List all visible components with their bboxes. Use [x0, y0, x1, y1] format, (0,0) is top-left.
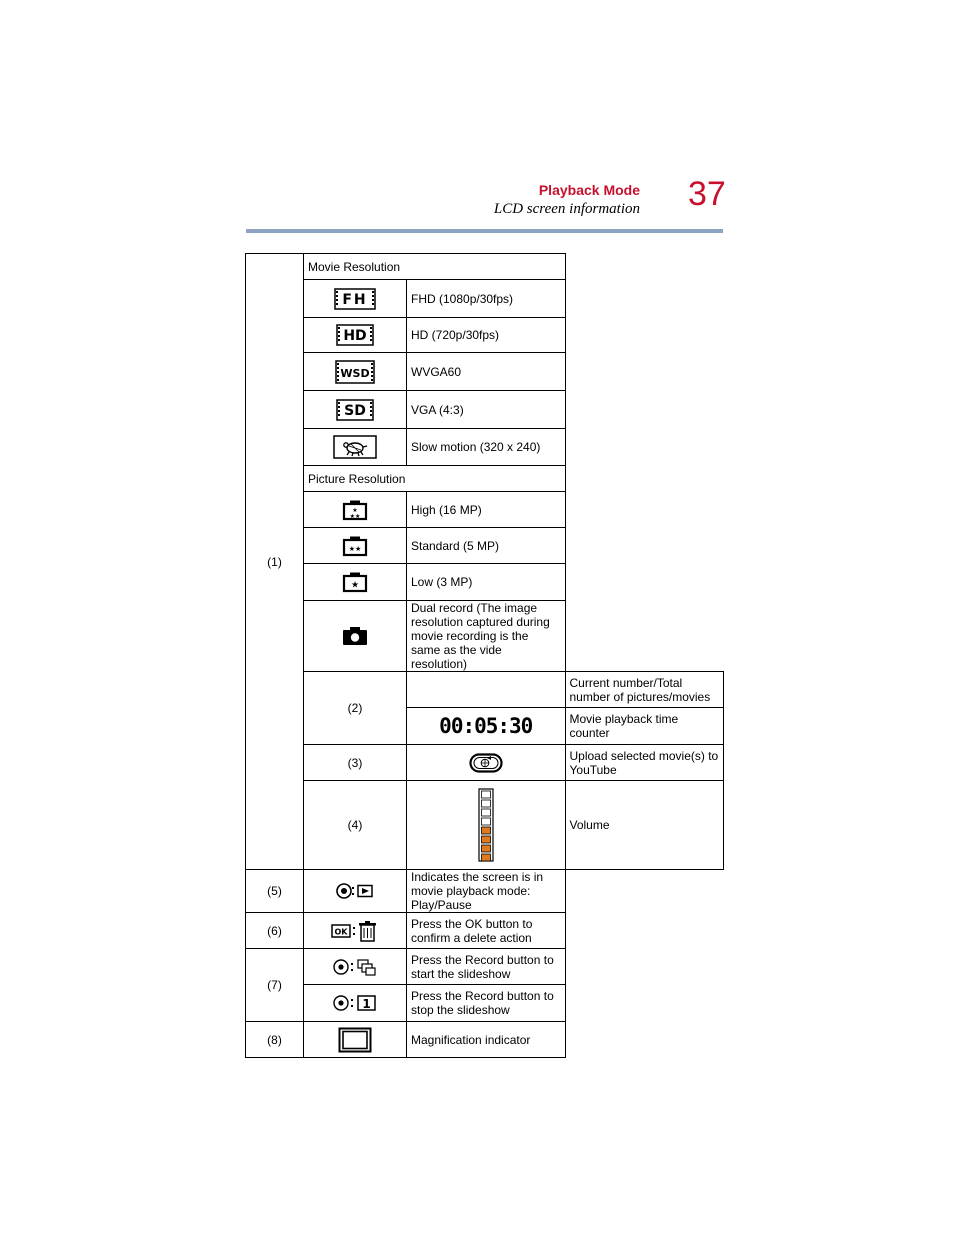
svg-text:★★: ★★ — [349, 512, 361, 520]
camera-three-star-icon — [304, 492, 407, 528]
table-row — [246, 254, 724, 280]
volume-segment — [481, 800, 490, 807]
picture-resolution-heading: Picture Resolution — [304, 466, 566, 492]
table-row — [246, 280, 724, 318]
row-number: (1) — [246, 254, 304, 870]
magnification-frame-icon — [304, 1022, 407, 1058]
subsection-title: LCD screen information — [493, 201, 640, 217]
row-number: (7) — [246, 949, 304, 1022]
empty-icon-cell — [407, 672, 566, 708]
volume-segment — [481, 791, 490, 798]
table-row — [246, 745, 724, 781]
row-number: (2) — [304, 672, 407, 745]
sd-icon — [304, 391, 407, 429]
volume-segment — [481, 845, 490, 852]
standard-resolution-description: Standard (5 MP) — [407, 528, 566, 564]
slow-motion-description: Slow motion (320 x 240) — [407, 429, 566, 466]
row-number: (3) — [304, 745, 407, 781]
record-slideshow-icon — [304, 949, 407, 985]
table-row — [246, 353, 724, 391]
table-row — [246, 429, 724, 466]
table-row — [246, 781, 724, 870]
table-row — [246, 528, 724, 564]
camera-icon — [304, 601, 407, 672]
record-play-icon — [304, 870, 407, 913]
slow-motion-turtle-icon — [304, 429, 407, 466]
current-number-description: Current number/Total number of pictures/movies — [565, 672, 724, 708]
volume-level-meter — [478, 788, 494, 862]
row-number: (8) — [246, 1022, 304, 1058]
page-number: 37 — [688, 175, 726, 213]
header-rule — [246, 229, 723, 233]
slideshow-number-text: 1 — [362, 997, 371, 1011]
camera-one-star-icon — [304, 564, 407, 601]
table-row — [246, 985, 724, 1022]
row-number: (6) — [246, 913, 304, 949]
svg-text:★: ★ — [350, 580, 360, 591]
hd-icon-text: HD — [343, 328, 367, 344]
hd-description: HD (720p/30fps) — [407, 318, 566, 353]
volume-segment — [481, 854, 490, 861]
youtube-upload-icon — [407, 745, 566, 781]
vga-description: VGA (4:3) — [407, 391, 566, 429]
sd-icon-text: SD — [344, 402, 366, 419]
start-slideshow-description: Press the Record button to start the slideshow — [407, 949, 566, 985]
svg-text:★: ★ — [352, 506, 358, 514]
lcd-info-table — [245, 253, 724, 1058]
wsd-icon-text: WSD — [340, 366, 370, 380]
table-row — [246, 318, 724, 353]
table-row — [246, 391, 724, 429]
upload-description: Upload selected movie(s) to YouTube — [565, 745, 724, 781]
row-number: (5) — [246, 870, 304, 913]
fhd-description: FHD (1080p/30fps) — [407, 280, 566, 318]
volume-bar-icon — [407, 781, 566, 870]
row-number: (4) — [304, 781, 407, 870]
camera-two-star-icon — [304, 528, 407, 564]
dual-record-description: Dual record (The image resolution captured during movie recording is the same as the vide resolution) — [407, 601, 566, 672]
table-row — [246, 1022, 724, 1058]
table-row — [246, 870, 724, 913]
table-row — [246, 466, 724, 492]
table-row — [246, 949, 724, 985]
time-counter-text: 00:05:30 — [439, 714, 533, 738]
movie-resolution-heading: Movie Resolution — [304, 254, 566, 280]
table-row — [246, 601, 724, 672]
svg-text:★★: ★★ — [348, 544, 362, 553]
fh-icon-text: FH — [342, 291, 368, 308]
volume-segment — [481, 809, 490, 816]
wvga-description: WVGA60 — [407, 353, 566, 391]
time-counter-description: Movie playback time counter — [565, 708, 724, 745]
table-row — [246, 492, 724, 528]
magnification-description: Magnification indicator — [407, 1022, 566, 1058]
volume-segment — [481, 836, 490, 843]
fh-icon — [304, 280, 407, 318]
time-counter-icon — [407, 708, 566, 745]
volume-description: Volume — [565, 781, 724, 870]
high-resolution-description: High (16 MP) — [407, 492, 566, 528]
ok-delete-icon — [304, 913, 407, 949]
ok-button-text: OK — [334, 927, 348, 936]
table-row — [246, 672, 724, 708]
table-row — [246, 913, 724, 949]
wsd-icon — [304, 353, 407, 391]
section-title: Playback Mode — [538, 182, 640, 198]
low-resolution-description: Low (3 MP) — [407, 564, 566, 601]
playback-mode-description: Indicates the screen is in movie playback mode: Play/Pause — [407, 870, 566, 913]
volume-segment — [481, 827, 490, 834]
delete-description: Press the OK button to confirm a delete action — [407, 913, 566, 949]
stop-slideshow-description: Press the Record button to stop the slideshow — [407, 985, 566, 1022]
hd-icon — [304, 318, 407, 353]
volume-segment — [481, 818, 490, 825]
table-row — [246, 564, 724, 601]
record-stop-slideshow-icon — [304, 985, 407, 1022]
